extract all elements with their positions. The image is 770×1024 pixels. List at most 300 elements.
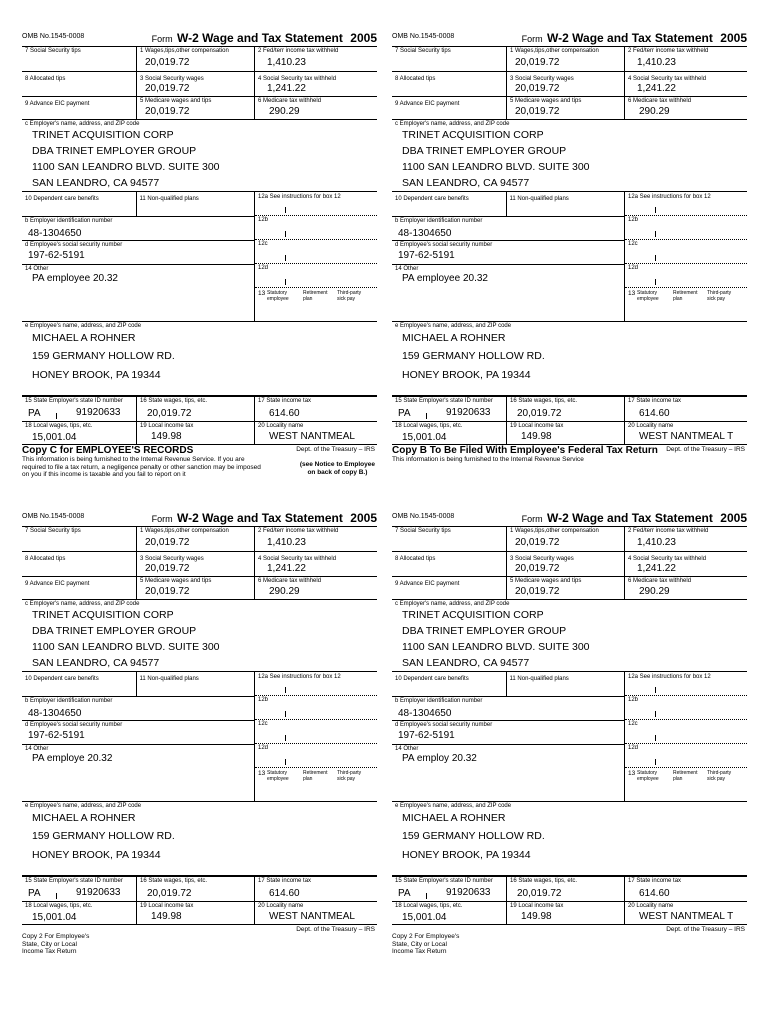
row-boxes-15-16-17 [392, 876, 747, 902]
box-12d [625, 744, 747, 768]
box-12d-divider [285, 759, 286, 765]
box-9-label: 9 Advance EIC payment [25, 101, 90, 107]
box-12d [255, 744, 377, 768]
box-14-value: PA employee 20.32 [32, 273, 118, 284]
w2-copy [392, 509, 747, 983]
box-4-value: 1,241.22 [637, 83, 676, 94]
box-12d-label: 12d [258, 745, 269, 751]
third-party-sick-pay-label: Third-party sick pay [707, 290, 732, 302]
box-17-value: 614.60 [269, 888, 300, 899]
form-year: 2005 [350, 511, 377, 525]
box-14-label: 14 Other [25, 746, 49, 752]
box-12b [625, 216, 747, 240]
employee-line-3: HONEY BROOK, PA 19344 [402, 369, 531, 381]
middle-section [22, 192, 377, 321]
box-20 [625, 902, 747, 924]
box-12a-divider [285, 687, 286, 693]
box-12c [255, 240, 377, 264]
box-4-value: 1,241.22 [267, 563, 306, 574]
box-4 [255, 72, 377, 96]
form-word: Form [521, 514, 543, 524]
box-10 [22, 192, 137, 216]
form-word: Form [521, 34, 543, 44]
box-3-label: 3 Social Security wages [140, 76, 204, 82]
box-12d [625, 264, 747, 288]
box-12c-label: 12c [628, 721, 638, 727]
box-2-value: 1,410.23 [267, 57, 306, 68]
employer-line-3: 1100 SAN LEANDRO BLVD. SUITE 300 [32, 641, 220, 653]
box-e-label: e Employee's name, address, and ZIP code [25, 803, 142, 809]
box-3-label: 3 Social Security wages [140, 556, 204, 562]
box-14-label: 14 Other [25, 266, 49, 272]
box-3-value: 20,019.72 [515, 563, 560, 574]
employee-line-2: 159 GERMANY HOLLOW RD. [402, 350, 545, 362]
box-10-label: 10 Dependent care benefits [25, 676, 99, 682]
box-12b-label: 12b [258, 217, 269, 223]
ssn-value: 197-62-5191 [398, 250, 455, 261]
omb-number: OMB No.1545-0008 [392, 513, 455, 520]
box-10-label: 10 Dependent care benefits [395, 676, 469, 682]
row-boxes-9-5-6 [392, 577, 747, 600]
box-5-value: 20,019.72 [145, 586, 190, 597]
copy-title: Copy C for EMPLOYEE'S RECORDS [22, 445, 194, 456]
row-boxes-7-1-2 [22, 47, 377, 72]
box-18-value: 15,001.04 [402, 912, 447, 923]
box-5-value: 20,019.72 [145, 106, 190, 117]
box-16-label: 16 State wages, tips, etc. [140, 878, 208, 884]
ein-value: 48-1304650 [28, 228, 82, 239]
box-19 [137, 422, 255, 444]
box-6 [625, 577, 747, 599]
box-12a [625, 672, 747, 696]
box-14-other [22, 745, 254, 801]
box-8 [392, 552, 507, 576]
row-boxes-8-3-4 [392, 552, 747, 577]
box-e-label: e Employee's name, address, and ZIP code [25, 323, 142, 329]
box-3-label: 3 Social Security wages [510, 76, 574, 82]
ssn-value: 197-62-5191 [398, 730, 455, 741]
middle-right [625, 672, 747, 801]
form-header [22, 29, 377, 47]
copy-instructions [22, 933, 377, 956]
employer-line-1: TRINET ACQUISITION CORP [32, 609, 174, 621]
box-4-label: 4 Social Security tax withheld [258, 76, 337, 82]
box-2-label: 2 Fed/terr income tax withheld [628, 528, 709, 534]
box-12a [255, 672, 377, 696]
row-boxes-7-1-2 [392, 527, 747, 552]
box-d-label: d Employee's social security number [395, 722, 493, 728]
employee-line-3: HONEY BROOK, PA 19344 [402, 849, 531, 861]
box-1 [507, 47, 625, 71]
instruction-line: required to file a tax return, a negligence penalty or other sanction may be imposed [22, 463, 261, 471]
box-5-label: 5 Medicare wages and tips [510, 98, 582, 104]
statutory-employee-label: Statutory employee [637, 770, 659, 782]
omb-number: OMB No.1545-0008 [392, 33, 455, 40]
omb-number: OMB No.1545-0008 [22, 513, 85, 520]
box-20-value: WEST NANTMEAL [269, 431, 355, 442]
box-12a-divider [655, 687, 656, 693]
ein-value: 48-1304650 [398, 228, 452, 239]
state-value: PA [398, 408, 411, 419]
box-20 [255, 902, 377, 924]
box-17-value: 614.60 [639, 888, 670, 899]
form-word: Form [151, 514, 173, 524]
box-2-label: 2 Fed/terr income tax withheld [258, 48, 339, 54]
box-3 [137, 72, 255, 96]
box-16 [137, 397, 255, 421]
box-15-label: 15 State Employer's state ID number [25, 878, 123, 884]
box-12c-label: 12c [258, 241, 268, 247]
box-d-label: d Employee's social security number [25, 722, 123, 728]
employer-line-1: TRINET ACQUISITION CORP [402, 609, 544, 621]
box-2-label: 2 Fed/terr income tax withheld [258, 528, 339, 534]
row-boxes-18-19-20 [22, 422, 377, 445]
box-7-label: 7 Social Security tips [25, 528, 81, 534]
box-10-label: 10 Dependent care benefits [25, 196, 99, 202]
row-boxes-18-19-20 [392, 422, 747, 445]
box-18-label: 18 Local wages, tips, etc. [25, 423, 93, 429]
box-9 [22, 577, 137, 599]
box-18-label: 18 Local wages, tips, etc. [395, 423, 463, 429]
box-12c [625, 240, 747, 264]
box-20 [625, 422, 747, 444]
box-15-label: 15 State Employer's state ID number [25, 398, 123, 404]
instruction-line: State, City or Local [22, 940, 77, 948]
state-value: PA [398, 888, 411, 899]
employer-line-4: SAN LEANDRO, CA 94577 [32, 177, 160, 189]
box-12b-divider [285, 711, 286, 717]
employer-line-1: TRINET ACQUISITION CORP [402, 129, 544, 141]
box-16 [507, 397, 625, 421]
box-16-label: 16 State wages, tips, etc. [510, 878, 578, 884]
box-15 [392, 397, 507, 421]
box-3-label: 3 Social Security wages [510, 556, 574, 562]
notice-to-employee [300, 461, 375, 476]
box-4 [255, 552, 377, 576]
employee-line-1: MICHAEL A ROHNER [402, 812, 506, 824]
box-9-label: 9 Advance EIC payment [25, 581, 90, 587]
box-14-other [392, 745, 624, 801]
box-10 [392, 672, 507, 696]
row-boxes-9-5-6 [22, 97, 377, 120]
box-11 [507, 192, 624, 216]
state-divider [426, 893, 427, 899]
box-c-label: c Employer's name, address, and ZIP code [395, 121, 510, 127]
middle-right [255, 672, 377, 801]
ein-value: 48-1304650 [28, 708, 82, 719]
statutory-employee-label: Statutory employee [637, 290, 659, 302]
omb-number: OMB No.1545-0008 [22, 33, 85, 40]
employer-line-3: 1100 SAN LEANDRO BLVD. SUITE 300 [32, 161, 220, 173]
box-12d-divider [655, 279, 656, 285]
box-1-label: 1 Wages,tips,other compensation [140, 528, 229, 534]
row-boxes-15-16-17 [22, 396, 377, 422]
dept-treasury: Dept. of the Treasury – IRS [666, 926, 745, 933]
instruction-line: Copy 2 For Employee's [22, 933, 90, 940]
box-14-value: PA employee 20.32 [402, 273, 488, 284]
box-16-label: 16 State wages, tips, etc. [510, 398, 578, 404]
box-5 [137, 97, 255, 119]
box-12d-label: 12d [628, 265, 639, 271]
box-16 [507, 877, 625, 901]
box-18-value: 15,001.04 [32, 432, 77, 443]
row-boxes-18-19-20 [22, 902, 377, 925]
box-16-value: 20,019.72 [147, 408, 192, 419]
box-18 [22, 422, 137, 444]
box-12b [255, 696, 377, 720]
box-4 [625, 552, 747, 576]
box-e-employee [392, 801, 747, 876]
box-20-label: 20 Locality name [628, 423, 674, 429]
box-3 [507, 72, 625, 96]
middle-left [392, 672, 625, 801]
box-17-label: 17 State income tax [258, 398, 312, 404]
box-7-label: 7 Social Security tips [395, 528, 451, 534]
instruction-line: on you if this income is taxable and you fail to report on it [22, 471, 186, 478]
box-7-label: 7 Social Security tips [395, 48, 451, 54]
state-id-value: 91920633 [446, 407, 491, 418]
employee-line-2: 159 GERMANY HOLLOW RD. [32, 350, 175, 362]
box-12b-divider [655, 231, 656, 237]
box-b-label: b Employer identification number [25, 218, 113, 224]
box-b-ein [22, 697, 254, 721]
employer-line-2: DBA TRINET EMPLOYER GROUP [32, 625, 197, 637]
form-year: 2005 [720, 31, 747, 45]
form-footer [22, 445, 377, 503]
box-e-label: e Employee's name, address, and ZIP code [395, 803, 512, 809]
box-5-value: 20,019.72 [515, 106, 560, 117]
form-name: W-2 Wage and Tax Statement [547, 511, 713, 525]
box-10 [392, 192, 507, 216]
row-boxes-8-3-4 [22, 552, 377, 577]
box-14-label: 14 Other [395, 746, 419, 752]
box-15-label: 15 State Employer's state ID number [395, 398, 493, 404]
box-3-value: 20,019.72 [515, 83, 560, 94]
row-boxes-10-11 [392, 672, 624, 697]
box-5-label: 5 Medicare wages and tips [510, 578, 582, 584]
box-4-value: 1,241.22 [267, 83, 306, 94]
box-17 [255, 397, 377, 421]
box-6-label: 6 Medicare tax withheld [258, 578, 322, 584]
box-d-ssn [22, 241, 254, 265]
box-2-value: 1,410.23 [637, 537, 676, 548]
box-12a-label: 12a See instructions for box 12 [628, 194, 711, 200]
box-11 [507, 672, 624, 696]
box-11-label: 11 Non-qualified plans [509, 196, 569, 202]
box-12b-label: 12b [628, 697, 639, 703]
box-19-label: 19 Local income tax [510, 423, 564, 429]
middle-right [625, 192, 747, 321]
form-title [522, 29, 747, 47]
row-boxes-8-3-4 [392, 72, 747, 97]
box-6-label: 6 Medicare tax withheld [258, 98, 322, 104]
box-19-value: 149.98 [521, 431, 552, 442]
box-12d-divider [285, 279, 286, 285]
box-8-label: 8 Allocated tips [25, 76, 66, 82]
box-12a-divider [285, 207, 286, 213]
row-boxes-9-5-6 [392, 97, 747, 120]
box-6-label: 6 Medicare tax withheld [628, 578, 692, 584]
box-12a-label: 12a See instructions for box 12 [628, 674, 711, 680]
box-7 [22, 527, 137, 551]
row-boxes-10-11 [392, 192, 624, 217]
box-c-label: c Employer's name, address, and ZIP code [25, 121, 140, 127]
row-boxes-7-1-2 [22, 527, 377, 552]
box-15-label: 15 State Employer's state ID number [395, 878, 493, 884]
box-1-label: 1 Wages,tips,other compensation [510, 528, 599, 534]
box-c-label: c Employer's name, address, and ZIP code [25, 601, 140, 607]
state-divider [426, 413, 427, 419]
box-17-label: 17 State income tax [258, 878, 312, 884]
box-12c-label: 12c [628, 241, 638, 247]
statutory-employee-label: Statutory employee [267, 290, 289, 302]
employee-line-1: MICHAEL A ROHNER [402, 332, 506, 344]
box-18 [392, 902, 507, 924]
form-year: 2005 [720, 511, 747, 525]
box-11 [137, 672, 254, 696]
state-value: PA [28, 408, 41, 419]
box-6 [255, 577, 377, 599]
box-9 [392, 577, 507, 599]
box-5-label: 5 Medicare wages and tips [140, 98, 212, 104]
form-name: W-2 Wage and Tax Statement [547, 31, 713, 45]
state-id-value: 91920633 [76, 407, 121, 418]
box-20-value: WEST NANTMEAL [269, 911, 355, 922]
box-11-label: 11 Non-qualified plans [139, 196, 199, 202]
box-16-value: 20,019.72 [517, 888, 562, 899]
middle-left [392, 192, 625, 321]
box-17 [625, 397, 747, 421]
employer-line-2: DBA TRINET EMPLOYER GROUP [402, 625, 567, 637]
box-c-employer [22, 120, 377, 192]
box-3 [507, 552, 625, 576]
box-4-value: 1,241.22 [637, 563, 676, 574]
box-2-label: 2 Fed/terr income tax withheld [628, 48, 709, 54]
box-b-ein [392, 217, 624, 241]
box-11 [137, 192, 254, 216]
box-1-value: 20,019.72 [145, 537, 190, 548]
box-20 [255, 422, 377, 444]
box-8 [22, 72, 137, 96]
box-16-value: 20,019.72 [517, 408, 562, 419]
box-20-value: WEST NANTMEAL T [639, 911, 734, 922]
employee-line-3: HONEY BROOK, PA 19344 [32, 849, 161, 861]
dept-treasury: Dept. of the Treasury – IRS [296, 446, 375, 453]
box-15 [22, 397, 137, 421]
box-6-value: 290.29 [639, 106, 670, 117]
box-e-employee [22, 801, 377, 876]
instruction-line: Income Tax Return [22, 948, 77, 955]
box-4-label: 4 Social Security tax withheld [628, 76, 707, 82]
statutory-employee-label: Statutory employee [267, 770, 289, 782]
state-divider [56, 893, 57, 899]
box-e-label: e Employee's name, address, and ZIP code [395, 323, 512, 329]
box-5-value: 20,019.72 [515, 586, 560, 597]
instruction-line: This information is being furnished to the Internal Revenue Service. If you are [22, 456, 245, 463]
box-2-value: 1,410.23 [637, 57, 676, 68]
employee-line-1: MICHAEL A ROHNER [32, 812, 136, 824]
dept-treasury: Dept. of the Treasury – IRS [666, 446, 745, 453]
box-1 [507, 527, 625, 551]
box-12d [255, 264, 377, 288]
form-title [152, 29, 377, 47]
box-16-label: 16 State wages, tips, etc. [140, 398, 208, 404]
copy-instructions [392, 456, 747, 464]
box-17-value: 614.60 [269, 408, 300, 419]
box-11-label: 11 Non-qualified plans [509, 676, 569, 682]
employee-line-1: MICHAEL A ROHNER [32, 332, 136, 344]
box-b-ein [392, 697, 624, 721]
box-12c-divider [285, 735, 286, 741]
box-12c-divider [285, 255, 286, 261]
form-year: 2005 [350, 31, 377, 45]
box-1-label: 1 Wages,tips,other compensation [510, 48, 599, 54]
row-boxes-15-16-17 [392, 396, 747, 422]
box-b-ein [22, 217, 254, 241]
box-4-label: 4 Social Security tax withheld [628, 556, 707, 562]
box-19-value: 149.98 [521, 911, 552, 922]
box-17 [625, 877, 747, 901]
box-16-value: 20,019.72 [147, 888, 192, 899]
box-18-label: 18 Local wages, tips, etc. [25, 903, 93, 909]
box-12b-label: 12b [258, 697, 269, 703]
box-2-value: 1,410.23 [267, 537, 306, 548]
box-5-label: 5 Medicare wages and tips [140, 578, 212, 584]
employer-line-3: 1100 SAN LEANDRO BLVD. SUITE 300 [402, 161, 590, 173]
ssn-value: 197-62-5191 [28, 250, 85, 261]
box-12d-label: 12d [258, 265, 269, 271]
box-d-ssn [392, 721, 624, 745]
notice-line: on back of copy B.) [307, 468, 368, 476]
copy-instructions [392, 933, 747, 956]
box-13-label: 13 [628, 770, 636, 777]
box-12b [625, 696, 747, 720]
ssn-value: 197-62-5191 [28, 730, 85, 741]
form-header [22, 509, 377, 527]
w2-copy [392, 29, 747, 503]
form-footer [22, 925, 377, 983]
box-e-employee [22, 321, 377, 396]
box-19-value: 149.98 [151, 431, 182, 442]
box-2 [625, 47, 747, 71]
box-17-label: 17 State income tax [628, 878, 682, 884]
box-c-employer [392, 120, 747, 192]
box-19 [507, 902, 625, 924]
box-19 [137, 902, 255, 924]
box-9 [392, 97, 507, 119]
ein-value: 48-1304650 [398, 708, 452, 719]
box-13 [255, 768, 377, 800]
retirement-plan-label: Retirement plan [673, 770, 698, 782]
box-7 [392, 47, 507, 71]
box-9-label: 9 Advance EIC payment [395, 101, 460, 107]
box-c-label: c Employer's name, address, and ZIP code [395, 601, 510, 607]
box-12a [255, 192, 377, 216]
instruction-line: Income Tax Return [392, 948, 447, 955]
middle-right [255, 192, 377, 321]
box-d-ssn [392, 241, 624, 265]
box-17-value: 614.60 [639, 408, 670, 419]
box-20-label: 20 Locality name [258, 903, 304, 909]
box-1 [137, 527, 255, 551]
retirement-plan-label: Retirement plan [303, 770, 328, 782]
box-12d-label: 12d [628, 745, 639, 751]
box-14-value: PA employ 20.32 [402, 753, 477, 764]
box-12d-divider [655, 759, 656, 765]
box-3 [137, 552, 255, 576]
box-6 [625, 97, 747, 119]
box-12b-divider [655, 711, 656, 717]
